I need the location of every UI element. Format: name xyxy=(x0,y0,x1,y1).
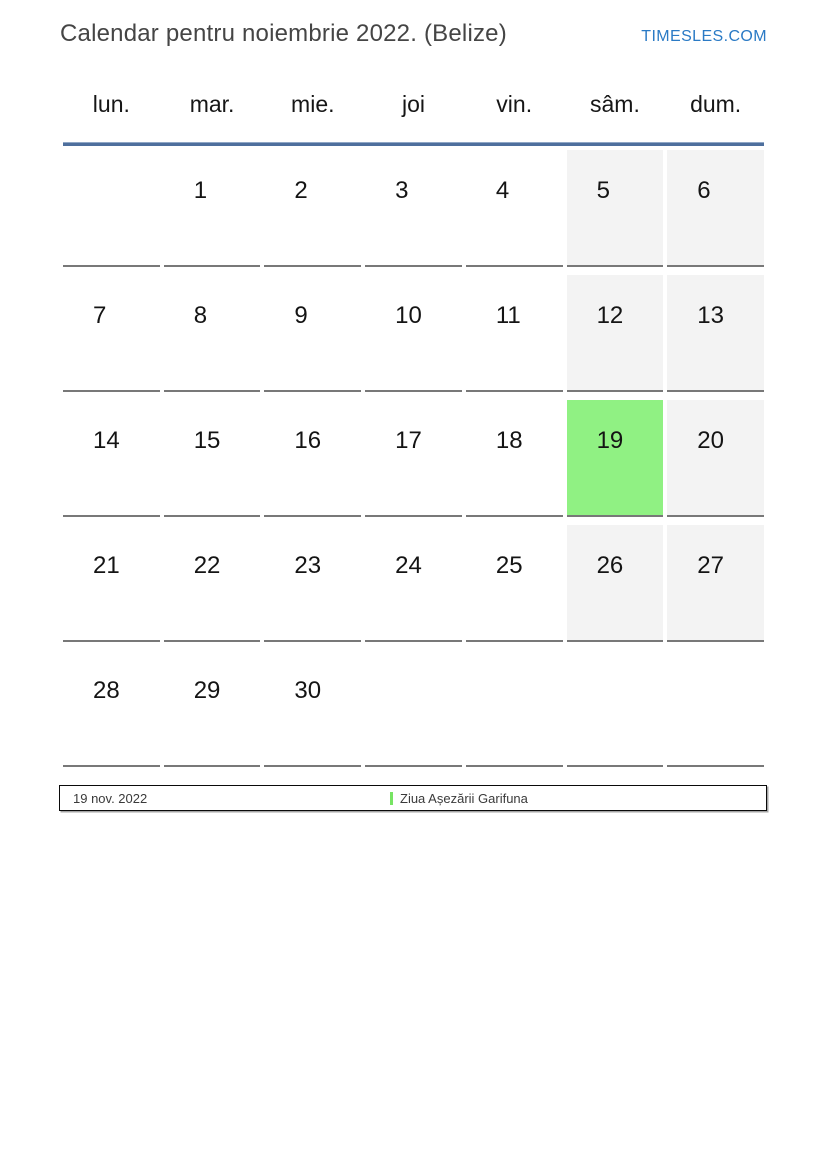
day-cell: 6 xyxy=(667,150,764,267)
day-cell: 27 xyxy=(667,525,764,642)
day-cell: 30 xyxy=(264,650,361,767)
day-cell xyxy=(466,650,563,767)
day-cell: 1 xyxy=(164,150,261,267)
day-cell: 7 xyxy=(63,275,160,392)
day-cell: 22 xyxy=(164,525,261,642)
weekday-label-fri: vin. xyxy=(496,91,533,117)
weekday-label-tue: mar. xyxy=(189,91,235,117)
weekday-label-mon: lun. xyxy=(92,91,130,117)
day-cell: 14 xyxy=(63,400,160,517)
title-bar xyxy=(60,20,767,48)
day-cell xyxy=(365,650,462,767)
weekday-header-row xyxy=(63,92,764,117)
day-cell: 21 xyxy=(63,525,160,642)
day-cell: 23 xyxy=(264,525,361,642)
day-cell: 5 xyxy=(567,150,664,267)
legend-box xyxy=(59,785,767,811)
day-cell: 3 xyxy=(365,150,462,267)
day-cell xyxy=(63,150,160,267)
weekday-label-thu: joi xyxy=(401,91,425,117)
day-cell: 20 xyxy=(667,400,764,517)
day-cell: 28 xyxy=(63,650,160,767)
day-cell xyxy=(567,650,664,767)
day-cell: 24 xyxy=(365,525,462,642)
day-cell: 10 xyxy=(365,275,462,392)
day-cell-highlighted: 19 xyxy=(567,400,664,517)
day-cell: 2 xyxy=(264,150,361,267)
legend-event xyxy=(390,786,528,810)
day-cell: 12 xyxy=(567,275,664,392)
weekday-label-sat: sâm. xyxy=(590,91,640,117)
day-cell xyxy=(667,650,764,767)
day-cell: 9 xyxy=(264,275,361,392)
day-cell: 25 xyxy=(466,525,563,642)
page-title: Calendar pentru noiembrie 2022. (Belize) xyxy=(60,20,507,47)
day-cell: 4 xyxy=(466,150,563,267)
day-cell: 16 xyxy=(264,400,361,517)
day-cell: 26 xyxy=(567,525,664,642)
weekday-label-wed: mie. xyxy=(291,91,335,117)
day-cell: 8 xyxy=(164,275,261,392)
day-cell: 11 xyxy=(466,275,563,392)
day-cell: 17 xyxy=(365,400,462,517)
weekday-label-sun: dum. xyxy=(690,91,742,117)
site-link[interactable]: TIMESLES.COM xyxy=(641,28,767,45)
holiday-marker-icon xyxy=(390,792,393,805)
legend-date: 19 nov. 2022 xyxy=(73,790,148,806)
calendar-grid xyxy=(63,150,764,767)
day-cell: 18 xyxy=(466,400,563,517)
day-cell: 29 xyxy=(164,650,261,767)
day-cell: 13 xyxy=(667,275,764,392)
header-divider xyxy=(63,142,764,146)
legend-event-label: Ziua Așezării Garifuna xyxy=(400,790,528,806)
day-cell: 15 xyxy=(164,400,261,517)
